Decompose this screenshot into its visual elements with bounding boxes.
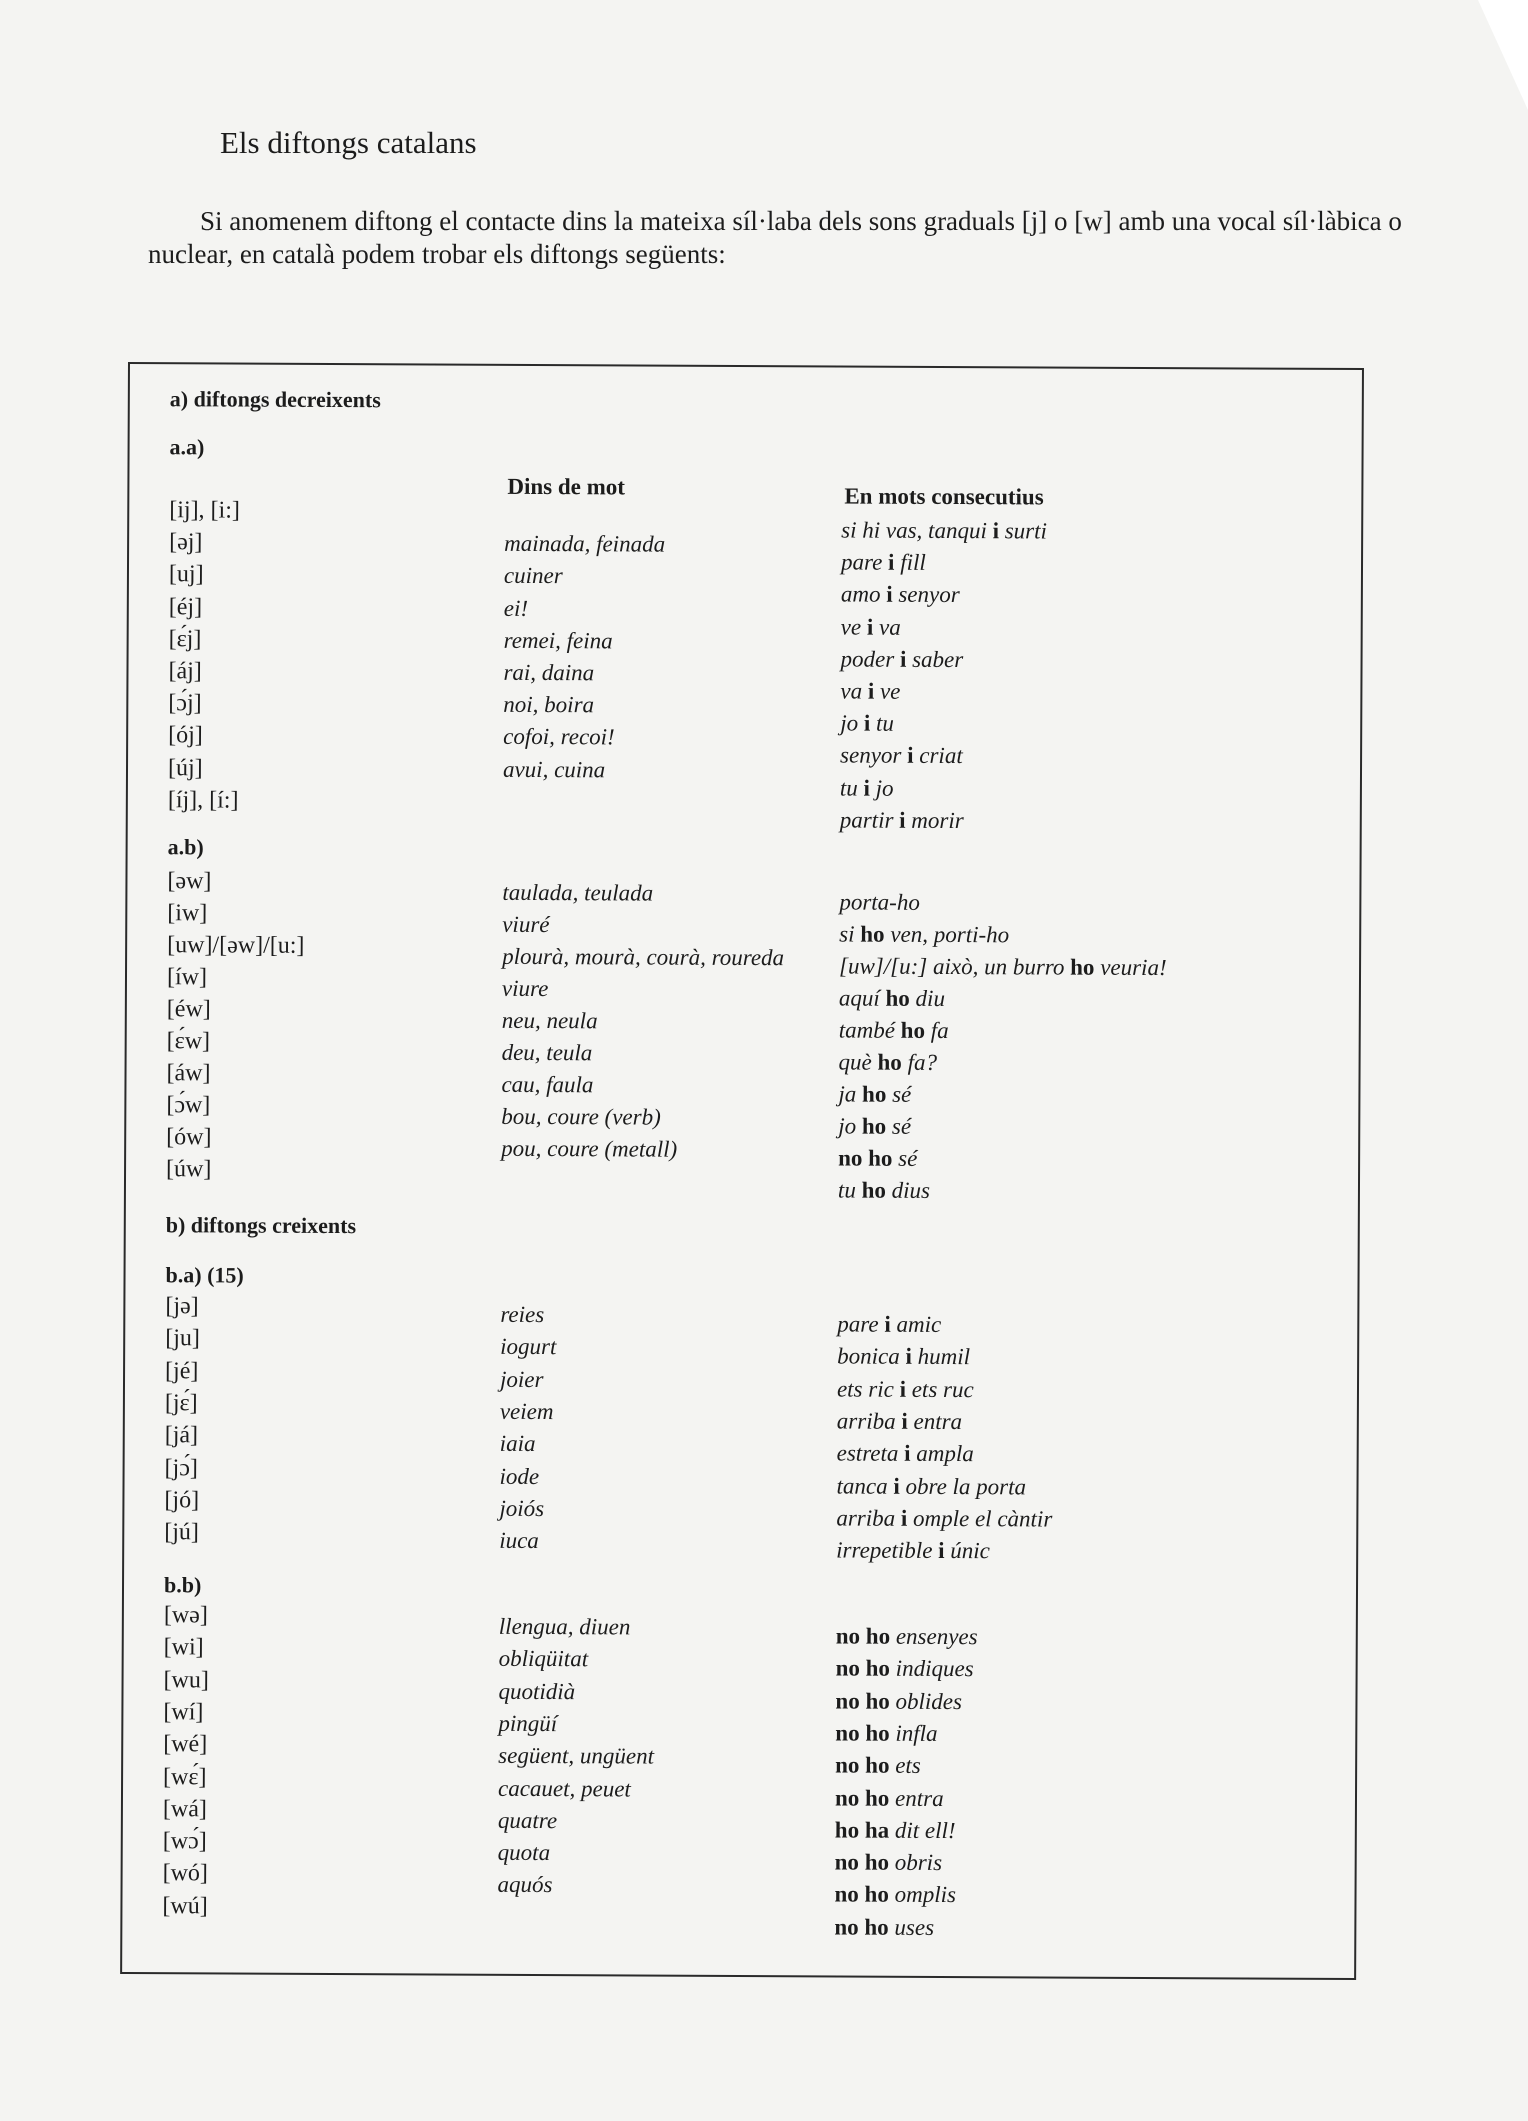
column-header-within: Dins de mot (507, 473, 626, 500)
example-within-word: plourà, mourà, courà, roureda (502, 943, 785, 971)
ipa-symbol: [ɔ́j] (168, 690, 202, 717)
ipa-symbol: [jú] (164, 1519, 200, 1546)
page-corner (1478, 0, 1528, 110)
ipa-symbol: [éw] (166, 996, 211, 1023)
ipa-symbol: [wá] (162, 1795, 207, 1823)
example-consecutive-words: bonica i humil (837, 1343, 971, 1370)
example-consecutive-words: no ho oblides (835, 1688, 963, 1714)
example-consecutive-words: no ho sé (838, 1145, 918, 1171)
ipa-symbol: [wɛ́] (163, 1763, 207, 1790)
example-within-word: iode (499, 1463, 540, 1489)
ipa-symbol: [wó] (162, 1860, 209, 1887)
example-consecutive-words: jo i tu (840, 710, 894, 736)
example-within-word: cacauet, peuet (497, 1775, 631, 1801)
example-within-word: bou, coure (verb) (501, 1103, 661, 1130)
section-b-title: b) diftongs creixents (165, 1212, 357, 1239)
example-consecutive-words: no ho infla (835, 1720, 938, 1746)
example-consecutive-words: jo ho sé (838, 1113, 912, 1139)
example-consecutive-words: [uw]/[u:] això, un burro ho veuria! (838, 953, 1167, 981)
example-consecutive-words: no ho ensenyes (835, 1623, 978, 1650)
example-consecutive-words: no ho indiques (835, 1655, 974, 1682)
example-consecutive-words: arriba i entra (836, 1408, 963, 1434)
example-within-word: aquós (497, 1872, 553, 1898)
ipa-symbol: [ɛ́j] (168, 625, 202, 653)
example-within-word: joiós (499, 1495, 545, 1521)
ipa-symbol: [já] (164, 1422, 199, 1449)
example-consecutive-words: va i ve (840, 678, 901, 704)
example-within-word: ei! (503, 595, 529, 621)
example-consecutive-words: partir i morir (839, 807, 964, 833)
example-consecutive-words: no ho entra (834, 1784, 944, 1811)
example-within-word: quotidià (498, 1678, 576, 1704)
example-consecutive-words: no ho omplis (834, 1881, 957, 1908)
example-consecutive-words: si ho ven, porti-ho (839, 921, 1010, 948)
example-within-word: pingüí (498, 1710, 558, 1737)
ipa-symbol: [wí] (163, 1699, 204, 1726)
ipa-symbol: [ów] (166, 1124, 212, 1151)
ipa-symbol: [iw] (167, 900, 208, 927)
example-consecutive-words: pare i fill (840, 549, 926, 576)
example-consecutive-words: poder i saber (840, 646, 964, 672)
example-within-word: taulada, teulada (502, 879, 654, 906)
example-consecutive-words: no ho ets (835, 1752, 921, 1779)
example-consecutive-words: amo i senyor (840, 581, 960, 608)
ipa-symbol: [áw] (166, 1060, 211, 1087)
example-consecutive-words: estreta i ampla (836, 1440, 974, 1467)
example-consecutive-words: aquí ho diu (838, 985, 946, 1011)
example-within-word: remei, feina (503, 627, 613, 654)
ipa-symbol: [ɔ́w] (166, 1092, 211, 1119)
example-within-word: cau, faula (501, 1071, 594, 1098)
example-consecutive-words: no ho uses (834, 1914, 935, 1940)
ipa-symbol: [əw] (167, 868, 212, 895)
example-consecutive-words: senyor i criat (840, 742, 963, 769)
subsection-aa-label: a.a) (169, 434, 205, 460)
subsection-bb-label: b.b) (163, 1572, 202, 1598)
example-consecutive-words: pare i amic (837, 1311, 942, 1337)
example-within-word: següent, ungüent (498, 1743, 655, 1769)
example-consecutive-words: tu i jo (839, 775, 894, 801)
ipa-symbol: [jɛ́] (164, 1390, 198, 1417)
column-header-between: En mots consecutius (844, 483, 1044, 510)
example-consecutive-words: ve i va (840, 614, 901, 640)
ipa-symbol: [jó] (164, 1486, 200, 1514)
diphthong-table (120, 362, 1364, 1980)
example-within-word: quatre (497, 1807, 558, 1833)
example-within-word: cuiner (503, 563, 563, 589)
ipa-symbol: [wə] (163, 1602, 208, 1629)
section-a-title: a) diftongs decreixents (169, 386, 381, 413)
ipa-symbol: [áj] (168, 658, 202, 685)
example-consecutive-words: tanca i obre la porta (836, 1472, 1027, 1499)
example-consecutive-words: ja ho sé (838, 1081, 912, 1107)
ipa-symbol: [íj], [í:] (167, 786, 239, 814)
subsection-ab-label: a.b) (167, 834, 204, 860)
example-within-word: deu, teula (501, 1039, 593, 1066)
example-consecutive-words: també ho fa (838, 1017, 949, 1044)
example-within-word: mainada, feinada (504, 531, 666, 557)
example-consecutive-words: arriba i omple el càntir (836, 1505, 1053, 1532)
ipa-symbol: [əj] (169, 529, 203, 556)
ipa-symbol: [új] (167, 754, 203, 781)
ipa-symbol: [wú] (162, 1892, 208, 1920)
intro-paragraph: Si anomenem diftong el contacte dins la mateixa síl·laba dels sons graduals [j] o [w] amb una vocal síl·làbica o nuclear, en català podem trobar els diftongs següents: (148, 206, 1402, 269)
example-consecutive-words: ho ha dit ell! (834, 1817, 956, 1843)
example-within-word: rai, daina (503, 659, 595, 686)
ipa-symbol: [uj] (168, 561, 204, 588)
example-within-word: reies (500, 1301, 545, 1328)
ipa-symbol: [uw]/[əw]/[u:] (167, 932, 305, 959)
example-consecutive-words: què ho fa? (838, 1049, 938, 1075)
example-within-word: noi, boira (503, 692, 595, 718)
example-consecutive-words: ets ric i ets ruc (836, 1376, 974, 1402)
ipa-symbol: [ij], [i:] (169, 497, 240, 524)
example-within-word: llengua, diuen (498, 1613, 631, 1640)
ipa-symbol: [wé] (163, 1731, 208, 1758)
example-within-word: neu, neula (501, 1007, 598, 1034)
example-consecutive-words: si hi vas, tanqui i surti (841, 517, 1048, 544)
example-within-word: veiem (499, 1398, 554, 1424)
ipa-symbol: [ju] (165, 1325, 200, 1352)
example-within-word: cofoi, recoi! (503, 724, 615, 750)
example-within-word: joier (499, 1366, 544, 1392)
ipa-symbol: [ój] (168, 722, 203, 749)
ipa-symbol: [wi] (163, 1634, 204, 1661)
example-consecutive-words: no ho obris (834, 1849, 943, 1876)
ipa-symbol: [éj] (168, 593, 203, 620)
ipa-symbol: [úw] (165, 1156, 212, 1183)
example-within-word: quota (497, 1839, 551, 1866)
example-within-word: avui, cuina (502, 756, 606, 782)
ipa-symbol: [jə] (165, 1293, 199, 1320)
ipa-symbol: [jɔ́] (164, 1454, 198, 1481)
ipa-symbol: [wɔ́] (162, 1828, 207, 1855)
example-consecutive-words: irrepetible i únic (836, 1537, 990, 1564)
ipa-symbol: [wu] (163, 1666, 209, 1694)
page-heading: Els diftongs catalans (220, 125, 477, 160)
example-within-word: pou, coure (metall) (501, 1135, 678, 1162)
subsection-ba-label: b.a) (15) (165, 1262, 244, 1288)
example-consecutive-words: tu ho dius (837, 1177, 931, 1203)
example-within-word: iaia (499, 1431, 536, 1457)
ipa-symbol: [íw] (166, 964, 208, 991)
example-within-word: iogurt (500, 1334, 557, 1360)
example-within-word: viuré (502, 911, 550, 938)
example-within-word: iuca (499, 1527, 539, 1554)
example-within-word: obliqüitat (498, 1646, 589, 1672)
example-within-word: viure (501, 975, 549, 1002)
ipa-symbol: [jé] (165, 1357, 199, 1384)
ipa-symbol: [ɛ́w] (166, 1028, 211, 1055)
example-consecutive-words: porta-ho (839, 889, 920, 915)
